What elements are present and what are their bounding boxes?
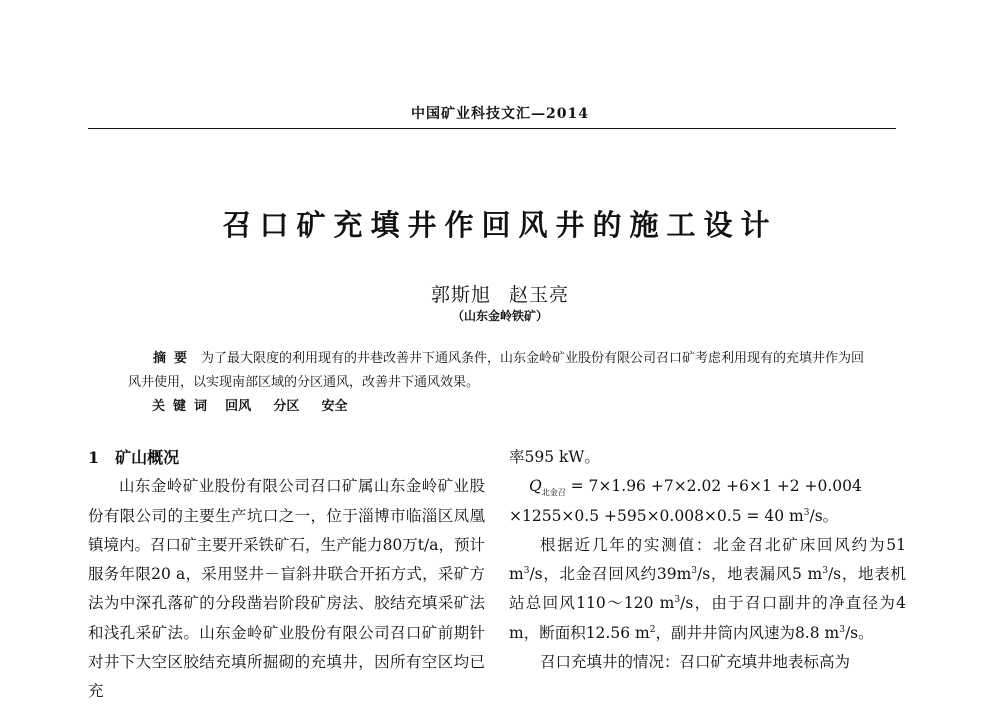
formula-tail: /s。 <box>809 506 839 525</box>
header-rule <box>88 128 896 129</box>
formula-symbol: Q <box>529 477 542 496</box>
sup: 3 <box>691 566 698 577</box>
formula-continuation <box>509 502 906 531</box>
journal-header: 中国矿业科技文汇—2014 <box>411 106 589 122</box>
sup: 3 <box>822 566 828 577</box>
author-2: 赵玉亮 <box>509 284 570 306</box>
section-heading <box>88 443 485 472</box>
right-column <box>509 443 906 677</box>
keyword-2: 分区 <box>273 399 300 414</box>
measurement-paragraph <box>509 531 906 648</box>
section-title: 矿山概况 <box>115 448 180 467</box>
text-run: /s，地表机站总回风110～120 m <box>509 565 906 613</box>
sup: 3 <box>523 566 530 577</box>
body-paragraph: 山东金岭矿业股份有限公司召口矿属山东金岭矿业股份有限公司的主要生产坑口之一，位于淄博市临淄区凤凰镇境内。召口矿主要开采铁矿石，生产能力80万t/a，预计服务年限20 a，采用竖井－盲斜井联合开拓方式，采矿方法为中深孔落矿的分段凿岩阶段矿房法、胶结充填采矿法和浅孔采矿法。山东金岭矿业股份有限公司召口矿前期针对井下大空区胶结充填所掘砌的充填井，因所有空区均已充 <box>88 477 485 701</box>
formula-line-1: = 7×1.96 +7×2.02 +6×1 +2 +0.004 <box>565 477 862 496</box>
formula-subscript: 北金召 <box>541 488 566 498</box>
abstract-text: 为了最大限度的利用现有的井巷改善井下通风条件，山东金岭矿业股份有限公司召口矿考虑利用现有的充填井作为回风井使用，以实现南部区域的分区通风，改善井下通风效果。 <box>128 351 865 390</box>
text-run: /s，地表漏风5 m <box>697 565 823 584</box>
airflow-formula <box>509 472 906 501</box>
text-run: 根据近几年的实测值：北金召北矿床回风约为51 m <box>509 535 906 584</box>
power-line: 率595 kW。 <box>509 448 600 466</box>
formula-line-2: ×1255×0.5 +595×0.008×0.5 = 40 m <box>509 506 804 525</box>
text-run: /s，由于召口副井的净直径为4 m，断面积12.56 m <box>509 594 906 642</box>
text-run: /s。 <box>844 623 874 642</box>
keyword-3: 安全 <box>321 399 348 414</box>
sup: 3 <box>839 624 845 635</box>
keywords <box>152 395 365 419</box>
author-1: 郭斯旭 <box>430 284 491 306</box>
sup: 2 <box>649 624 656 635</box>
affiliation: （山东金岭铁矿） <box>451 309 548 323</box>
left-column <box>88 443 485 707</box>
formula-unit-sup: 3 <box>803 507 810 518</box>
text-run: /s，北金召回风约39m <box>529 565 692 584</box>
sup: 3 <box>674 595 681 606</box>
keywords-label: 关键词 <box>152 399 216 414</box>
paper-title: 召口矿充填井作回风井的施工设计 <box>222 208 778 242</box>
abstract-label: 摘要 <box>153 351 196 366</box>
authors <box>0 280 1000 307</box>
section-number: 1 <box>88 448 100 467</box>
shaft-paragraph: 召口充填井的情况：召口矿充填井地表标高为 <box>540 653 851 672</box>
abstract <box>128 347 873 395</box>
text-run: ，副井井筒内风速为8.8 m <box>655 623 840 642</box>
keyword-1: 回风 <box>225 399 252 414</box>
